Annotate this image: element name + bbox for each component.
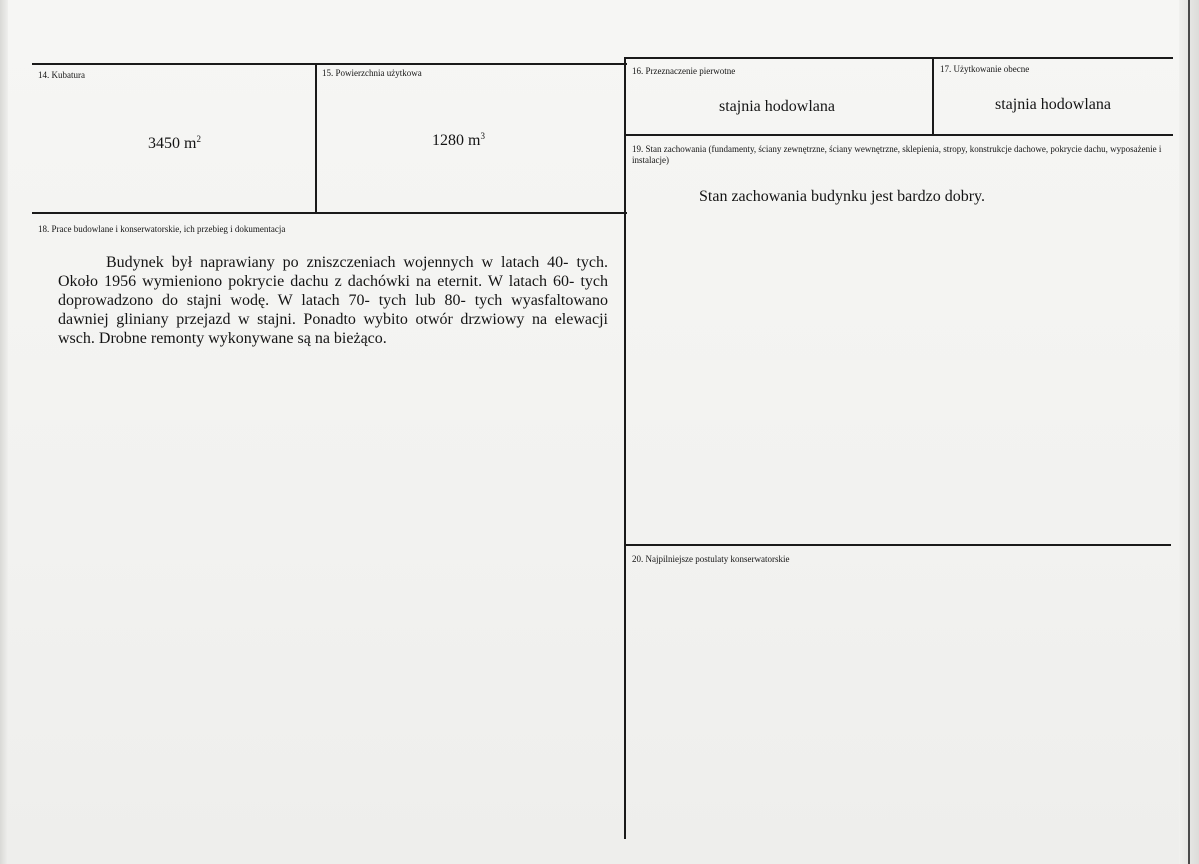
- field18-label: 18. Prace budowlane i konserwatorskie, ich przebieg i dokumentacja: [38, 224, 286, 234]
- rule-center-divider: [624, 57, 626, 839]
- field19-label: 19. Stan zachowania (fundamenty, ściany zewnętrzne, ściany wewnętrzne, sklepienia, stropy, konstrukcje dachowe, pokrycie dachu, wyposażenie i instalacje): [632, 144, 1162, 165]
- rule-divider-16-17: [932, 57, 934, 135]
- field20-label: 20. Najpilniejsze postulaty konserwatorskie: [632, 554, 790, 564]
- field14-label: 14. Kubatura: [38, 70, 85, 80]
- rule-field18-top: [32, 212, 627, 214]
- field17-label: 17. Użytkowanie obecne: [940, 64, 1030, 74]
- scan-edge-left: [0, 0, 8, 864]
- field15-label: 15. Powierzchnia użytkowa: [322, 68, 422, 78]
- rule-top-right: [625, 57, 1173, 59]
- field18-text: Budynek był naprawiany po zniszczeniach wojennych w latach 40- tych. Około 1956 wymieniono pokrycie dachu z dachówki na eternit. W latach 60- tych doprowadzono do stajni wodę. W latach 70- tych lub 80- tych wyasfaltowano dawniej gliniany przejazd w stajni. Ponadto wybito otwór drzwiowy na elewacji wsch. Drobne remonty wykonywane są na bieżąco.: [58, 254, 608, 347]
- field14-value: [148, 134, 201, 154]
- field19-value: Stan zachowania budynku jest bardzo dobry.: [699, 188, 985, 205]
- field16-label: 16. Przeznaczenie pierwotne: [632, 66, 736, 76]
- field14-value-text: 3450 m: [148, 135, 197, 152]
- scan-edge-right-line: [1188, 0, 1190, 864]
- field15-unit-sup: 3: [480, 131, 485, 141]
- field16-value: stajnia hodowlana: [719, 98, 835, 115]
- rule-divider-14-15: [315, 63, 317, 214]
- rule-top-left: [32, 63, 627, 65]
- field14-unit-sup: 2: [196, 134, 201, 144]
- field17-value: stajnia hodowlana: [995, 96, 1111, 113]
- rule-field20-top: [625, 544, 1171, 546]
- field15-value: [432, 131, 485, 151]
- rule-field19-top: [625, 134, 1173, 136]
- field15-value-text: 1280 m: [432, 132, 481, 149]
